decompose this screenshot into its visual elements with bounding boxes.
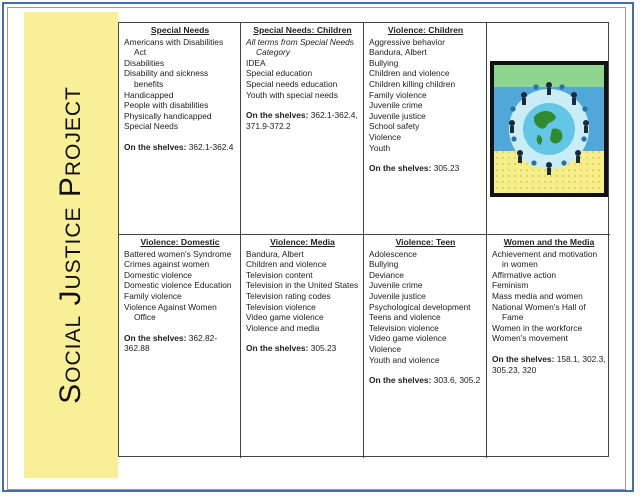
list-item: Crimes against women [124,259,210,270]
list-item: Juvenile crime [369,100,423,111]
list-item: Physically handicapped [124,110,212,121]
category-note: All terms from Special Needs Category [246,36,354,58]
cell-heading: Violence: Domestic [140,237,220,247]
list-item: Juvenile justice [369,290,426,301]
cell-heading: Violence: Children [387,25,464,35]
list-item: Deviance [369,269,404,280]
cell-violence-domestic [119,235,241,458]
list-item: Video game violence [369,333,447,344]
shelf-label: On the shelves: [246,110,309,121]
shelf-label: On the shelves: [369,163,432,174]
list-item: Women in the workforce [492,322,583,333]
cell-heading: Women and the Media [503,237,595,247]
list-item: Mass media and women [492,290,583,301]
shelf-info [492,354,606,375]
list-item: Adolescence [369,248,417,259]
list-item: Special needs education [246,78,338,89]
cell-illustration [487,23,610,235]
shelf-info [369,163,482,174]
list-item: Television violence [369,322,439,333]
list-item: Bandura, Albert [246,248,304,259]
shelf-info [124,142,236,153]
list-item: Youth [369,142,391,153]
cell-violence-teen [364,235,487,458]
shelf-numbers: 303.6, 305.2 [433,375,481,386]
cell-violence-media [241,235,364,458]
cell-special-needs [119,23,241,235]
list-item: Aggressive behavior [369,36,445,47]
shelf-numbers: 305.23 [310,343,337,354]
page-title: Social Justice Project [54,86,87,404]
list-item: Family violence [124,290,182,301]
list-item: Youth and violence [369,354,440,365]
list-item: Violence and media [246,322,320,333]
list-item: Special Needs [124,121,179,132]
globe-people-icon [490,61,608,197]
list-item: Disabilities [124,57,165,68]
shelf-numbers: 362.82-362.88 [124,332,218,354]
list-item: Affirmative action [492,269,557,280]
list-item: Juvenile crime [369,280,423,291]
list-item: Children and violence [369,68,450,79]
list-item: Achievement and motivation in women [492,248,598,270]
list-item: School safety [369,121,420,132]
list-item: Violence [369,131,401,142]
shelf-numbers: 362.1-362.4 [188,141,234,152]
cell-heading: Special Needs: Children [253,25,352,35]
list-item: Battered women's Syndrome [124,248,232,259]
list-item: Bullying [369,57,399,68]
list-item: Television in the United States [246,280,359,291]
list-item: Special education [246,68,313,79]
cell-women-media [487,235,610,458]
list-item: Bandura, Albert [369,47,427,58]
shelf-info [369,375,482,386]
list-item: Children killing children [369,78,456,89]
topic-grid [118,22,609,457]
list-item: Television rating codes [246,290,331,301]
list-item: Americans with Disabilities Act [124,36,224,58]
cell-heading: Violence: Teen [395,237,456,247]
list-item: Handicapped [124,89,174,100]
list-item: Teens and violence [369,312,441,323]
list-item: Juvenile justice [369,110,426,121]
list-item: IDEA [246,57,266,68]
list-item: Family violence [369,89,427,100]
shelf-label: On the shelves: [492,353,555,364]
list-item: Television violence [246,301,316,312]
shelf-label: On the shelves: [124,332,187,343]
cell-heading: Violence: Media [270,237,335,247]
list-item: Women's movement [492,333,568,344]
cell-special-needs-children [241,23,364,235]
list-item: Bullying [369,259,399,270]
list-item: Violence [369,343,401,354]
list-item: Youth with special needs [246,89,338,100]
shelf-numbers: 305.23 [433,163,460,174]
list-item: Violence Against Women Office [124,301,217,323]
list-item: Domestic violence [124,269,192,280]
list-item: Television content [246,269,313,280]
list-item: Psychological development [369,301,471,312]
list-item: Domestic violence Education [124,280,232,291]
shelf-info [246,343,359,354]
list-item: Video game violence [246,312,324,323]
cell-heading: Special Needs [150,25,210,35]
shelf-numbers: 362.1-362.4, 371.9-372.2 [246,110,358,131]
list-item: Feminism [492,280,529,291]
shelf-label: On the shelves: [369,375,432,386]
shelf-numbers: 158.1, 302.3, 305.23, 320 [492,353,606,375]
shelf-info [124,333,236,354]
shelf-label: On the shelves: [124,141,187,152]
shelf-info [246,110,359,131]
shelf-label: On the shelves: [246,343,309,354]
list-item: People with disabilities [124,100,209,111]
list-item: National Women's Hall of Fame [492,301,586,323]
list-item: Disability and sickness benefits [124,68,209,89]
list-item: Children and violence [246,259,327,270]
cell-violence-children [364,23,487,235]
